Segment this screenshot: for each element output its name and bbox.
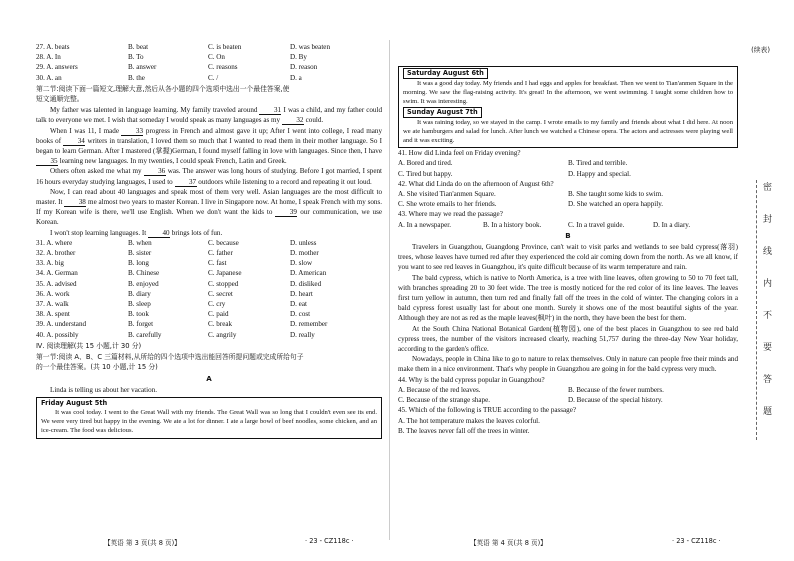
option-choice: 30. A. an (36, 73, 62, 82)
passage-a-label: A (206, 373, 212, 383)
q42-options-row2: C. She wrote emails to her friends. D. She watched an opera happily. (398, 200, 664, 209)
option-row (36, 289, 382, 299)
passage-b-paragraph-4: Nowadays, people in China like to go to nature to relax themselves. Only in nature can people free their minds and make them in a nice environment. That's why people in Guangzhou are going in for the bald cypress very much. (398, 355, 738, 374)
option-row (36, 268, 382, 278)
sidebar-char: 密 (763, 183, 773, 193)
question-41: 41. How did Linda feel on Friday evening? (398, 149, 521, 158)
option-choice: C. reasons (208, 63, 238, 72)
option-row (36, 279, 382, 289)
blank-31: 31 (259, 106, 281, 115)
option-choice: B. long (128, 259, 149, 268)
sidebar-char: 线 (763, 247, 773, 257)
option-choice: D. remember (290, 320, 328, 329)
option-choice: B. forget (128, 320, 154, 329)
option-choice: D. By (290, 53, 307, 62)
section2-instructions: 第二节:阅读下面一篇短文,理解大意,然后从各小题的四个选项中选出一个最佳答案,使 短文通顺完整。 (36, 84, 290, 104)
option-choice: B. answer (128, 63, 157, 72)
diary-saturday-heading: Saturday August 6th (403, 68, 488, 79)
blank-33: 33 (121, 127, 143, 136)
q45-option-a: A. The hot temperature makes the leaves colorful. (398, 416, 540, 425)
option-choice: 34. A. German (36, 269, 78, 278)
option-choice: B. sister (128, 249, 152, 258)
diary-friday-heading: Friday August 5th (41, 398, 108, 407)
option-choice: B. diary (128, 289, 151, 298)
option-row (36, 73, 382, 83)
blank-37: 37 (175, 178, 197, 187)
option-choice: 29. A. answers (36, 63, 78, 72)
sidebar-char: 不 (763, 311, 773, 321)
diary-friday-text: It was cool today. I went to the Great Wall with my friends. The Great Wall was so long that I couldn't even see its end. We were very tired but happy in the evening. We ate a lot for dinner. I ate a large bowl of beef noodles, some chicken, and an ice-cream. The food was delicious. (41, 408, 377, 435)
question-44: 44. Why is the bald cypress popular in Guangzhou? (398, 375, 545, 384)
option-choice: D. mother (290, 249, 319, 258)
option-row (36, 248, 382, 258)
diary-friday (36, 397, 382, 439)
q42-options-row1: A. She visited Tian'anmen Square. B. She taught some kids to swim. (398, 190, 663, 199)
option-row (36, 62, 382, 72)
option-choice: 40. A. possibly (36, 330, 79, 339)
option-choice: D. disliked (290, 279, 322, 288)
diary-sunday-text: It was raining today, so we stayed in the camp. I wrote emails to my family and friends about what I did here. At noon we ate hamburgers and salad for lunch. After lunch we watched a Chinese opera. The actors and actresses were playing well and it was exciting. (403, 118, 733, 145)
option-row (36, 258, 382, 268)
passage-b-paragraph-2: The bald cypress, which is native to North America, is a tree with line leaves, often growing to 50 to 70 feet tall, with branches spreading 20 to 30 feet wide. The tree is mostly noticed for the red color of its line leaves. The leaves first turn yellow in autumn, then turn red and finally fall off the trees in the cold of winter. The changing colors in a bald cypress forest usually last for about one month. Surely it shows one of the most beautiful sights of the year. Although they are not as red as the maple leaves(枫叶) in the north, they have been the best for them. (398, 273, 738, 323)
option-choice: 39. A. understand (36, 320, 87, 329)
option-choice: B. carefully (128, 330, 162, 339)
option-choice: D. really (290, 330, 315, 339)
option-choice: 32. A. brother (36, 249, 76, 258)
left-column (36, 42, 382, 439)
option-choice: 27. A. beats (36, 43, 70, 51)
option-choice: B. took (128, 310, 149, 319)
option-choice: C. is beaten (208, 43, 242, 51)
q41-options-row2: C. Tired but happy. D. Happy and special. (398, 169, 631, 178)
q41-options-row1: A. Bored and tired. B. Tired and terrible. (398, 159, 628, 168)
cloze-paragraph-4: Now, I can read about 40 languages and speak most of them very well. Asian languages are the most difficult to master. It 38 me almost two years to master Korean. I live in Singapore now. At home, I speak French with my sons. If my Korean wife is there, we'll use English. When we don't want the kids to 39 our communication, we use Korean. (36, 187, 383, 227)
cloze-paragraph-3: Others often asked me what my 36 was. The answer was long hours of studying. Before I got married, I spent 16 hours everyday studying languages, I used to 37 outdoors while listening to a record and repeating it out loud. (36, 167, 382, 186)
option-choice: C. father (208, 249, 233, 258)
blank-38: 38 (64, 198, 86, 207)
option-choice: B. To (128, 53, 144, 62)
option-choice: D. reason (290, 63, 318, 72)
cloze-paragraph-5: I won't stop learning languages. It 40 brings lots of fun. (50, 228, 223, 237)
footer-left-code: · 23 - CZ118c · (305, 537, 354, 545)
continued-label: (续表) (751, 46, 770, 54)
sidebar-char: 题 (763, 407, 773, 417)
blank-40: 40 (148, 229, 170, 238)
blank-39: 39 (275, 208, 297, 217)
diary-sunday-heading: Sunday August 7th (403, 107, 482, 118)
blank-32: 32 (282, 116, 304, 125)
option-choice: C. secret (208, 289, 233, 298)
footer-right-code: · 23 - CZ118c · (672, 537, 721, 545)
option-choice: C. / (208, 73, 219, 82)
part4-instructions: 第一节:阅读 A、B、C 三篇材料,从所给的四个选项中选出能回答所提问题或完成所给句子 的一个最佳答案。(共 10 小题,计 15 分) (36, 353, 304, 372)
option-choice: D. American (290, 269, 327, 278)
option-choice: 31. A. where (36, 238, 73, 247)
part4-heading: Ⅳ. 阅读理解(共 15 小题,计 30 分) (36, 341, 142, 350)
option-choice: D. a (290, 73, 302, 82)
option-choice: C. stopped (208, 279, 239, 288)
option-choice: 37. A. walk (36, 300, 69, 309)
option-choice: D. heart (290, 289, 313, 298)
option-choice: D. cost (290, 310, 311, 319)
option-choice: B. sleep (128, 300, 151, 309)
option-choice: 36. A. work (36, 289, 70, 298)
option-row (36, 238, 382, 248)
option-row (36, 330, 382, 340)
q43-options: A. In a newspaper. B. In a history book. C. In a travel guide. D. In a diary. (398, 220, 691, 229)
passage-a-intro: Linda is telling us about her vacation. (50, 385, 157, 394)
option-choice: D. slow (290, 259, 313, 268)
cloze-paragraph-1: My father was talented in language learning. My family traveled around 31 I was a child, and my father could talk to everyone we met. I wish that someday I would speak as many languages as my 32 could. (36, 106, 382, 125)
option-choice: B. beat (128, 43, 149, 51)
right-column (398, 64, 738, 436)
diary-saturday-text: It was a good day today. My friends and I had eggs and apples for breakfast. Then we went to Tian'anmen Square in the morning. We saw the flag-raising activity. It's great! In the afternoon, we went swimming. I taught some children how to swim. It was interesting. (403, 80, 733, 106)
question-42: 42. What did Linda do on the afternoon of August 6th? (398, 179, 554, 188)
diary-saturday (398, 66, 738, 148)
option-row (36, 319, 382, 329)
option-choice: C. because (208, 238, 239, 247)
passage-b-paragraph-3: At the South China National Botanical Garden(植物园), one of the best places in Guangzhou to see red bald cypress trees, the number of the visitors increased clearly, reaching 51,757 during the three-day New Year holiday, according to the garden's office. (398, 324, 738, 354)
sidebar-char: 封 (763, 215, 773, 225)
q44-options-row2: C. Because of the strange shape. D. Because of the special history. (398, 396, 663, 405)
q44-options-row1: A. Because of the red leaves. B. Because of the fewer numbers. (398, 385, 664, 394)
option-row (36, 309, 382, 319)
passage-b-paragraph-1: Travelers in Guangzhou, Guangdong Province, can't wait to visit parks and wetlands to see bald cypress(落羽) trees, whose leaves have turned red after they experienced the cold air coming down from the north. As we all know, if you want to see red leaves in Guangzhou, it's quite difficult because of its warm temperature and rain. (398, 243, 738, 272)
option-row (36, 299, 382, 309)
sidebar-char: 答 (763, 375, 773, 385)
question-45: 45. Which of the following is TRUE according to the passage? (398, 406, 577, 415)
option-choice: C. Japanese (208, 269, 242, 278)
footer-right: 【英语 第 4 页(共 8 页)】 (470, 539, 547, 547)
option-choice: C. angrily (208, 330, 237, 339)
options-top (36, 42, 382, 83)
option-choice: C. break (208, 320, 233, 329)
sidebar-char: 内 (763, 279, 773, 289)
option-choice: C. cry (208, 300, 226, 309)
option-choice: C. fast (208, 259, 227, 268)
q45-option-b: B. The leaves never fall off the trees in winter. (398, 426, 530, 435)
option-choice: D. unless (290, 238, 317, 247)
option-choice: 33. A. big (36, 259, 64, 268)
option-choice: C. paid (208, 310, 229, 319)
option-choice: 35. A. advised (36, 279, 77, 288)
blank-35: 35 (36, 157, 58, 166)
option-row (36, 42, 382, 52)
sidebar-char: 要 (763, 343, 773, 353)
passage-b-label: B (565, 230, 571, 240)
option-choice: 38. A. spent (36, 310, 70, 319)
option-choice: B. Chinese (128, 269, 160, 278)
options-bottom (36, 238, 382, 340)
column-divider (389, 40, 390, 540)
option-choice: B. the (128, 73, 145, 82)
option-choice: B. enjoyed (128, 279, 159, 288)
seal-line-sidebar (756, 180, 787, 440)
blank-34: 34 (63, 137, 85, 146)
option-choice: B. when (128, 238, 152, 247)
option-choice: C. On (208, 53, 225, 62)
option-row (36, 52, 382, 62)
question-43: 43. Where may we read the passage? (398, 210, 503, 219)
option-choice: D. eat (290, 300, 307, 309)
footer-left: 【英语 第 3 页(共 8 页)】 (104, 539, 181, 547)
blank-36: 36 (144, 167, 166, 176)
option-choice: 28. A. In (36, 53, 61, 62)
cloze-paragraph-2: When I was 11, I made 33 progress in French and almost gave it up; After I went into college, I read many books of 34 writers in translation, I loved them so much that I wanted to read them in their mother language. So I began to learn German. After I mastered (掌握)German, I found myself falling in love with languages. Since then, I have 35 learning new languages. In my twenties, I could speak French, Latin and Greek. (36, 126, 382, 166)
option-choice: D. was beaten (290, 43, 330, 51)
